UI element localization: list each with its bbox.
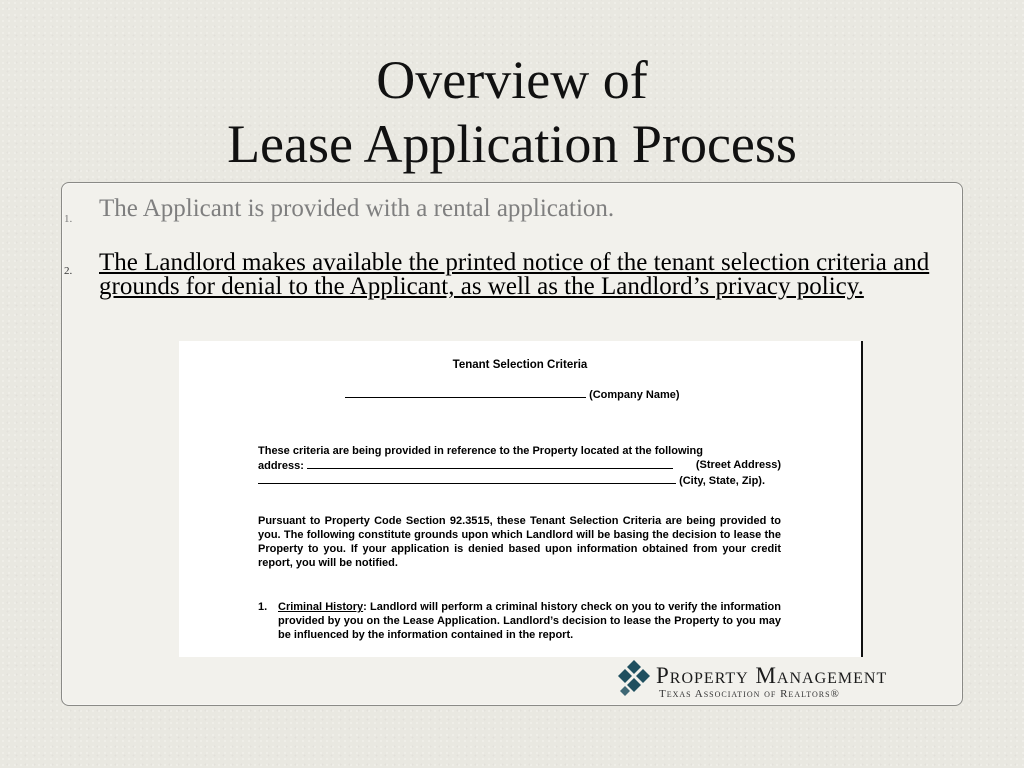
street-line [258,458,781,473]
content-panel [61,182,963,706]
list-item [62,195,962,223]
title-line-2: Lease Application Process [227,114,797,174]
street-label: (Street Address) [695,459,781,471]
list-item-text: The Landlord makes available the printed notice of the tenant selection criteria and grounds for denial to the Applicant, as well as the Landlord’s privacy policy. [99,249,930,300]
company-label: (Company Name) [589,389,680,401]
blank-line [345,387,586,398]
pursuant-paragraph: Pursuant to Property Code Section 92.3515, these Tenant Selection Criteria are being provided to you. The following constitute grounds upon which Landlord will be basing the decision to lease the Property to you. If your application is denied based upon information obtained from your credit report, you will be notified. [258,515,781,569]
logo-subtitle: Texas Association of Realtors® [659,688,840,700]
criteria-text: : Landlord will perform a criminal history check on you to verify the information provided by you on the Lease Application. Landlord’s decision to lease the Property to you may be influenced by the information contained in the report. [278,601,781,641]
property-management-logo [614,659,944,703]
criteria-number: 1. [258,601,268,613]
address-intro: These criteria are being provided in reference to the Property located at the following [258,445,703,457]
tenant-criteria-document [179,341,863,657]
slide-title [0,48,1024,176]
criminal-history-paragraph [258,600,781,642]
blank-line [307,458,673,469]
city-line [258,473,781,488]
criteria-heading: Criminal History [278,601,364,613]
address-prefix: address: [258,460,304,472]
title-line-1: Overview of [376,50,648,110]
list-number: 2. [64,265,73,277]
logo-name: Property Management [656,663,888,688]
blank-line [258,473,676,484]
list-item-text: The Applicant is provided with a rental application. [99,195,615,222]
step-list [62,195,962,299]
document-title: Tenant Selection Criteria [452,359,588,371]
list-number: 1. [64,213,73,225]
diamond-lattice-icon [614,659,654,699]
city-label: (City, State, Zip). [679,475,766,487]
company-name-field [345,387,680,402]
list-item [62,251,945,299]
address-paragraph [258,444,781,488]
